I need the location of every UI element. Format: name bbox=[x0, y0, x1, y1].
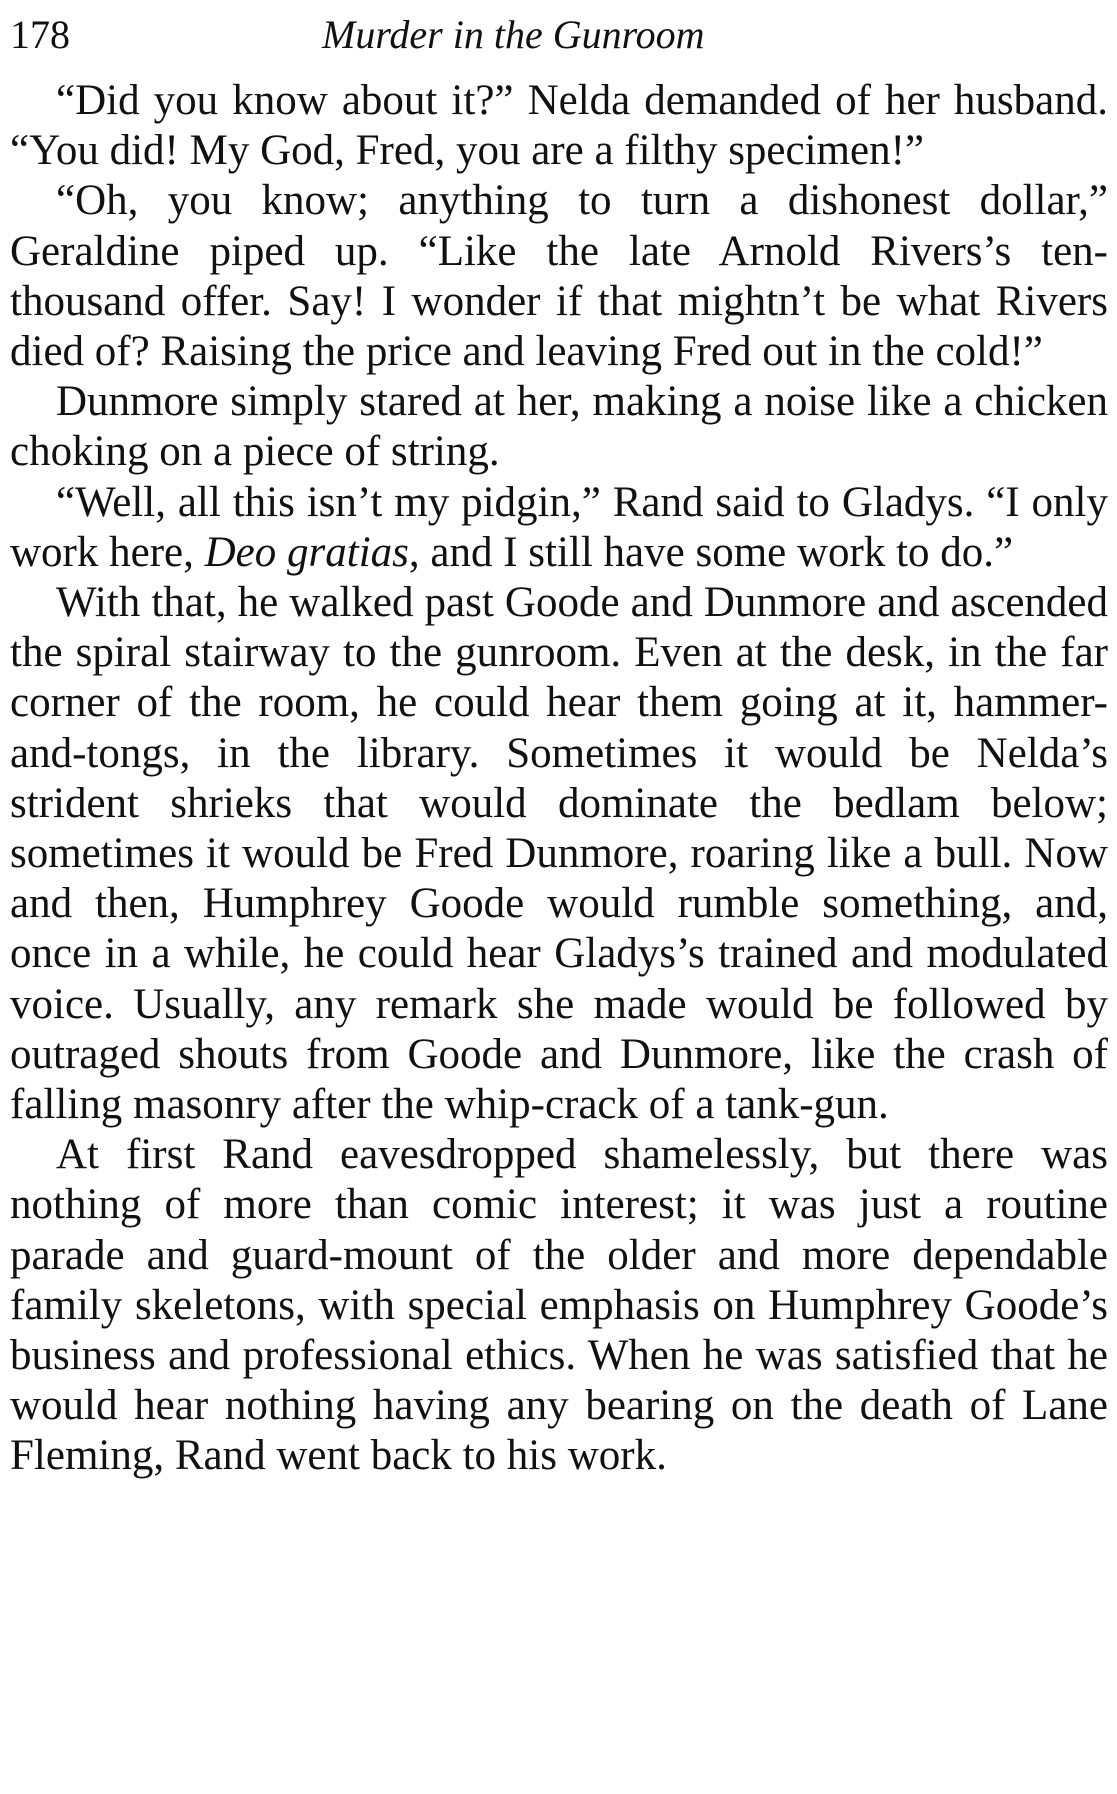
paragraph-4 bbox=[10, 478, 1108, 578]
paragraph-1: “Did you know about it?” Nelda demanded of her husband. “You did! My God, Fred, you are a filthy specimen!” bbox=[10, 77, 1108, 175]
page-number: 178 bbox=[10, 12, 70, 57]
paragraph-4-text-before: “Well, all this isn’t my pidgin,” Rand said to Gladys. “I only work here, bbox=[10, 478, 1108, 576]
running-title: Murder in the Gunroom bbox=[322, 12, 705, 57]
paragraph-5: With that, he walked past Goode and Dunmore and ascended the spiral stairway to the gunroom. Even at the desk, in the far corner of the room, he could hear them going at it, hammer-and-tongs, in the library. Sometimes it would be Nelda’s strident shrieks that would dominate the bedlam below; sometimes it would be Fred Dunmore, roaring like a bull. Now and then, Humphrey Goode would rumble something, and, once in a while, he could hear Gladys’s trained and modulated voice. Usually, any remark she made would be followed by outraged shouts from Goode and Dunmore, like the crash of falling masonry after the whip-crack of a tank-gun. bbox=[10, 579, 1108, 1129]
book-page bbox=[10, 0, 1108, 1794]
paragraph-4-text-after: , and I still have some work to do.” bbox=[408, 528, 1014, 576]
paragraph-6: At first Rand eavesdropped shamelessly, but there was nothing of more than comic interest; it was just a routine parade and guard-mount of the older and more dependable family skeletons, with special emphasis on Humphrey Goode’s business and professional ethics. When he was satisfied that he would hear nothing having any bearing on the death of Lane Fleming, Rand went back to his work. bbox=[10, 1131, 1108, 1480]
latin-phrase: Deo gratias bbox=[204, 528, 409, 576]
paragraph-3: Dunmore simply stared at her, making a noise like a chicken choking on a piece of string. bbox=[10, 378, 1108, 476]
paragraph-2: “Oh, you know; anything to turn a dishonest dollar,” Geraldine piped up. “Like the late Arnold Rivers’s ten-thousand offer. Say! I wonder if that mightn’t be what Rivers died of? Raising the price and leaving Fred out in the cold!” bbox=[10, 177, 1108, 376]
running-head bbox=[10, 4, 1108, 66]
body-text bbox=[10, 76, 1108, 1482]
